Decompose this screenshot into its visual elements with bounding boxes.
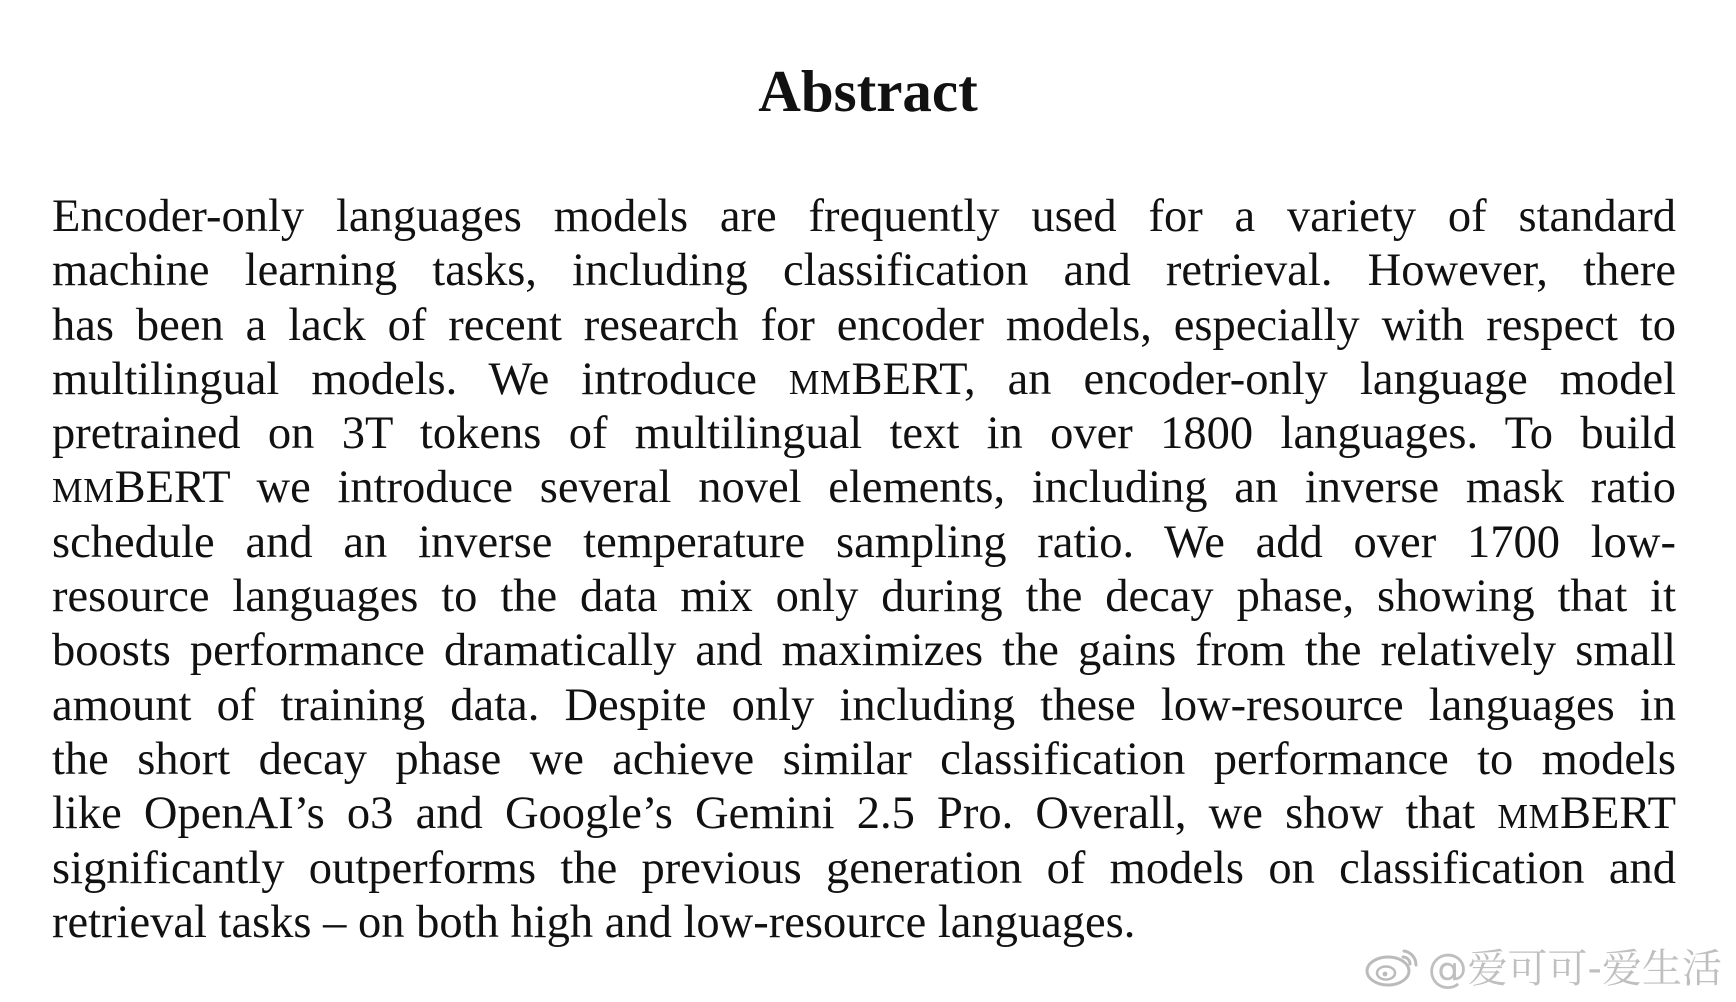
abstract-text: BERT, an encoder-only language model <box>851 353 1677 405</box>
abstract-line-7 <box>52 516 1676 570</box>
abstract-text: like OpenAI’s o3 and Google’s Gemini 2.5 Pro. Overall, we show that <box>52 788 1498 840</box>
abstract-line-5 <box>52 407 1676 461</box>
abstract-line-12 <box>52 787 1676 841</box>
abstract-text: retrieval tasks – on both high and low-resource languages. <box>52 896 1136 948</box>
abstract-line-11 <box>52 733 1676 787</box>
abstract-text: has been a lack of recent research for encoder models, especially with respect to <box>52 299 1676 351</box>
abstract-line-13 <box>52 842 1676 896</box>
abstract-text: pretrained on 3T tokens of multilingual text in over 1800 languages. To build <box>52 408 1676 460</box>
abstract-text: machine learning tasks, including classification and retrieval. However, there <box>52 245 1676 297</box>
abstract-text: schedule and an inverse temperature sampling ratio. We add over 1700 low- <box>52 516 1676 568</box>
abstract-line-9 <box>52 624 1676 678</box>
model-name-smallcaps: MM <box>788 363 852 402</box>
abstract-text: boosts performance dramatically and maximizes the gains from the relatively small <box>52 625 1676 677</box>
abstract-line-4 <box>52 353 1676 407</box>
abstract-text: the short decay phase we achieve similar classification performance to models <box>52 733 1676 785</box>
abstract-text: Encoder-only languages models are frequently used for a variety of standard <box>52 191 1676 242</box>
model-name-smallcaps: MM <box>52 472 115 511</box>
abstract-text: significantly outperforms the previous generation of models on classification and <box>52 842 1676 894</box>
watermark-text: @爱可可-爱生活 <box>1427 946 1722 992</box>
abstract-line-10 <box>52 679 1676 733</box>
weibo-icon <box>1364 943 1422 989</box>
abstract-line-1 <box>52 190 1676 244</box>
watermark <box>1364 937 1722 994</box>
abstract-paragraph <box>52 190 1676 950</box>
abstract-text: resource languages to the data mix only during the decay phase, showing that it <box>52 571 1676 623</box>
abstract-text: multilingual models. We introduce <box>52 353 789 405</box>
model-name-smallcaps: MM <box>1497 798 1560 837</box>
abstract-line-2 <box>52 244 1676 298</box>
abstract-text: amount of training data. Despite only including these low-resource languages in <box>52 679 1676 731</box>
abstract-text: BERT <box>1559 788 1676 840</box>
abstract-line-3 <box>52 299 1676 353</box>
abstract-line-8 <box>52 570 1676 624</box>
abstract-heading: Abstract <box>758 58 978 124</box>
abstract-line-6 <box>52 461 1676 515</box>
abstract-text: BERT we introduce several novel elements, including an inverse mask ratio <box>114 462 1676 514</box>
